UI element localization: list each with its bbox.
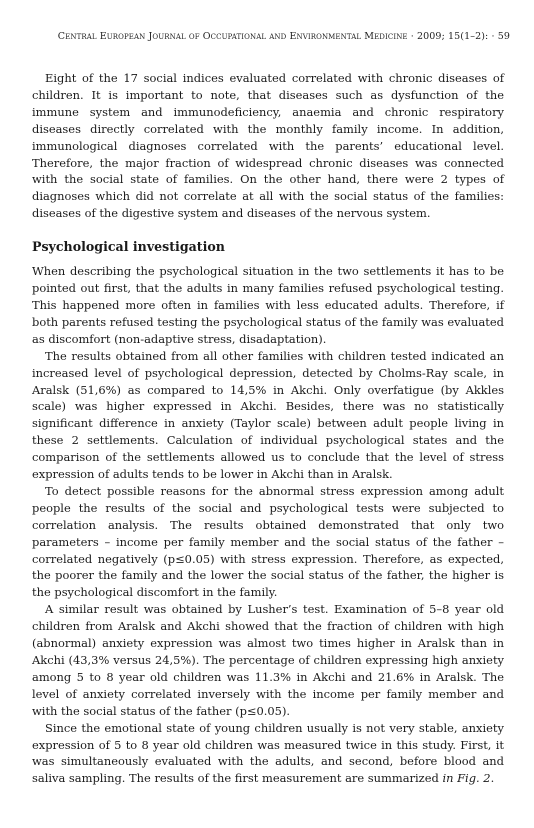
paragraph-psych-results: The results obtained from all other families with children tested indicated an increased level of psychological depression, detected by Cholms-Ray scale, in Aralsk (51,6%) as compared to 14,5% in Akchi. Only overfatigue (by Akkles scale) was higher expressed in Akchi. Besides, there was no statistically significant difference in anxiety (Taylor scale) between adult people living in these 2 settlements. Calculation of individual psychological states and the comparison of the settlements allowed us to conclude that the level of stress expression of adults tends to be lower in Akchi than in Aralsk. xyxy=(32,348,504,482)
section-heading: Psychological investigation xyxy=(32,239,225,255)
paragraph-lusher-test: A similar result was obtained by Lusher’s test. Examination of 5–8 year old children from Aralsk and Akchi showed that the fraction of children with high (abnormal) anxiety expression was almost two times higher in Aralsk than in Akchi (43,3% versus 24,5%). The percentage of children expressing high anxiety among 5 to 8 year old children was 11.3% in Akchi and 21.6% in Aralsk. The level of anxiety correlated inversely with the income per family member and with the social status of the father (p≤0.05). xyxy=(32,602,504,718)
paragraph-correlation: To detect possible reasons for the abnormal stress expression among adult people the results of the social and psychological tests were subjected to correlation analysis. The results obtained demonstrated that only two parameters – income per family member and the social status of the father – correlated negatively (p≤0.05) with stress expression. Therefore, as expected, the poorer the family and the lower the social status of the father, the higher is the psychological discomfort in the family. xyxy=(32,483,504,600)
running-head: Central European Journal of Occupational and Environmental Medicine · 2009; 15(1–2): · 59 xyxy=(57,31,510,42)
paragraph-anxiety-measurement xyxy=(32,720,504,788)
paragraph-end: . xyxy=(490,771,495,786)
paragraph-psych-intro: When describing the psychological situation in the two settlements it has to be pointed out first, that the adults in many families refused psychological testing. This happened more often in families with less educated adults. Therefore, if both parents refused testing the psychological status of the family was evaluated as discomfort (non-adaptive stress, disadaptation). xyxy=(32,264,504,346)
figure-reference: in Fig. 2 xyxy=(442,771,491,786)
paragraph-chronic-diseases: Eight of the 17 social indices evaluated correlated with chronic diseases of children. It is important to note, that diseases such as dysfunction of the immune system and immunodeficiency, anaemia and chronic respiratory diseases directly correlated with the monthly family income. In addition, immunological diagnoses correlated with the parents’ educational level. Therefore, the major fraction of widespread chronic diseases was connected with the social state of families. On the other hand, there were 2 types of diagnoses which did not correlate at all with the social status of the families: diseases of the digestive system and diseases of the nervous system. xyxy=(32,71,504,221)
article-body xyxy=(32,70,504,787)
paragraph-anxiety-text: Since the emotional state of young children usually is not very stable, anxiety expression of 5 to 8 year old children was measured twice in this study. First, it was simultaneously evaluated with the adults, and second, before blood and saliva sampling. The results of the first measurement are summarized xyxy=(32,720,504,786)
